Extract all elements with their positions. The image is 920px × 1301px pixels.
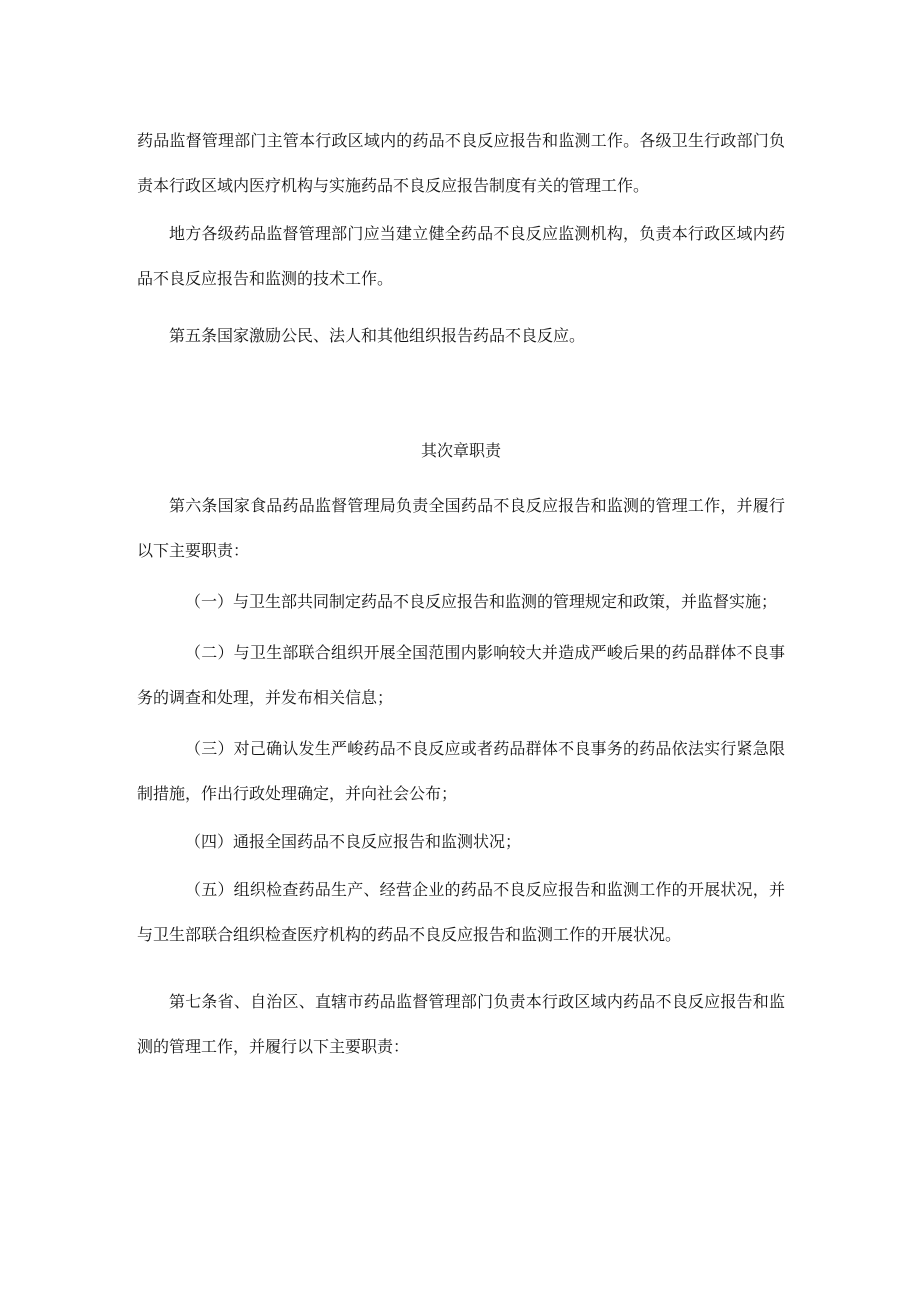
document-body <box>137 118 785 1069</box>
duty-item-5: （五）组织检查药品生产、经营企业的药品不良反应报告和监测工作的开展状况，并与卫生部联合组织检查医疗机构的药品不良反应报告和监测工作的开展状况。 <box>137 880 785 944</box>
duty-item-4: （四）通报全国药品不良反应报告和监测状况； <box>185 832 522 851</box>
duty-item-1: （一）与卫生部共同制定药品不良反应报告和监测的管理规定和政策，并监督实施； <box>185 592 778 611</box>
article-5: 第五条国家激励公民、法人和其他组织报告药品不良反应。 <box>169 326 586 345</box>
duty-item-2: （二）与卫生部联合组织开展全国范围内影响较大并造成严峻后果的药品群体不良事务的调查和处理，并发布相关信息； <box>137 643 785 707</box>
article-7: 第七条省、自治区、直辖市药品监督管理部门负责本行政区域内药品不良反应报告和监测的管理工作，并履行以下主要职责： <box>137 992 785 1056</box>
paragraph-local-agencies: 地方各级药品监督管理部门应当建立健全药品不良反应监测机构，负责本行政区域内药品不良反应报告和监测的技术工作。 <box>137 224 785 288</box>
chapter-title: 其次章职责 <box>420 441 501 460</box>
article-6: 第六条国家食品药品监督管理局负责全国药品不良反应报告和监测的管理工作，并履行以下主要职责： <box>137 496 785 560</box>
paragraph-continuation: 药品监督管理部门主管本行政区域内的药品不良反应报告和监测工作。各级卫生行政部门负责本行政区域内医疗机构与实施药品不良反应报告制度有关的管理工作。 <box>137 131 785 195</box>
duty-item-3: （三）对己确认发生严峻药品不良反应或者药品群体不良事务的药品依法实行紧急限制措施，作出行政处理确定，并向社会公布； <box>137 739 785 803</box>
